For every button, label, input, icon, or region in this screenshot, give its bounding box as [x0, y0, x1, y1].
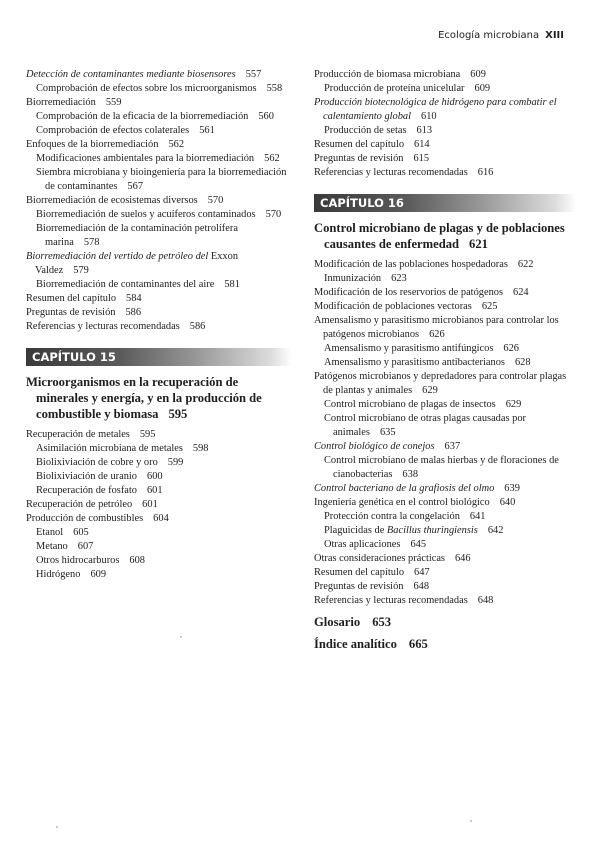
toc-entry-page: 641 — [469, 511, 486, 522]
toc-entry — [324, 510, 576, 524]
toc-entry-title: Metano — [36, 541, 68, 552]
toc-entry — [324, 398, 576, 412]
toc-entry-page: 595 — [139, 429, 156, 440]
toc-entry-title: Recuperación de metales — [26, 429, 130, 440]
toc-list-left — [26, 68, 292, 334]
toc-entry — [26, 306, 292, 320]
toc-list-chapter-15 — [26, 428, 292, 582]
toc-entry-title: Ingeniería genética en el control biológico — [314, 497, 490, 508]
toc-entry-page: 562 — [168, 139, 185, 150]
toc-entry-title: Resumen del capítulo — [314, 139, 405, 150]
toc-end-entry — [314, 614, 576, 630]
page-number: XIII — [545, 30, 564, 41]
toc-list-chapter-16 — [314, 258, 576, 608]
toc-entry-page: 560 — [258, 111, 274, 122]
toc-entry-page: 626 — [429, 329, 445, 340]
toc-entry-page: 601 — [146, 485, 163, 496]
toc-entry-page: 613 — [416, 125, 433, 136]
toc-entry-page: 642 — [487, 525, 504, 536]
toc-entry — [36, 554, 292, 568]
toc-entry — [26, 138, 292, 152]
toc-entry — [26, 250, 292, 278]
toc-entry — [36, 568, 292, 582]
toc-entry-title: Producción de proteína unicelular — [324, 83, 465, 94]
toc-entry-title: Preguntas de revisión — [314, 581, 404, 592]
toc-entry-page: 625 — [481, 301, 498, 312]
toc-entry-page: 647 — [414, 567, 430, 578]
toc-entry-title: Hidrógeno — [36, 569, 81, 580]
toc-entry — [26, 96, 292, 110]
toc-entry-page: 648 — [413, 581, 430, 592]
toc-entry — [36, 442, 292, 456]
toc-entry-page: 559 — [105, 97, 122, 108]
toc-entry-title: Biorremediación de contaminantes del aire — [36, 279, 215, 290]
toc-entry — [314, 258, 576, 272]
toc-entry — [314, 552, 576, 566]
toc-entry-title: Biorremediación de la contaminación petrolífera marina — [36, 223, 238, 248]
toc-entry-page: 601 — [142, 499, 158, 510]
toc-entry-page: 638 — [402, 469, 419, 480]
toc-entry-page: 578 — [83, 237, 100, 248]
toc-entry-page: 615 — [413, 153, 430, 164]
toc-entry — [36, 152, 292, 166]
toc-entry-title: Referencias y lecturas recomendadas — [26, 321, 180, 332]
toc-entry — [36, 166, 292, 194]
chapter-16-title-text: Control microbiano de plagas y de poblaciones causantes de enfermedad — [314, 221, 565, 251]
toc-end-entry — [314, 636, 576, 652]
toc-entry — [26, 68, 292, 82]
toc-entry-page: 562 — [264, 153, 280, 164]
chapter-16-title — [314, 220, 576, 252]
toc-entry — [324, 412, 576, 440]
toc-entry-page: 584 — [126, 293, 142, 304]
toc-entry — [324, 524, 576, 538]
toc-entry — [26, 292, 292, 306]
toc-entry — [36, 124, 292, 138]
toc-entry-title: Comprobación de efectos colaterales — [36, 125, 190, 136]
toc-entry-page: 570 — [207, 195, 224, 206]
toc-entry-title: Amensalismo y parasitismo microbianos para controlar los patógenos microbianos — [314, 315, 559, 340]
toc-entry-title: Resumen del capítulo — [26, 293, 117, 304]
toc-entry-title: Preguntas de revisión — [26, 307, 116, 318]
toc-entry-title: Detección de contaminantes mediante biosensores — [26, 69, 236, 80]
toc-entry-title: Biolixiviación de uranio — [36, 471, 137, 482]
toc-entry — [36, 484, 292, 498]
chapter-15-title-page: 595 — [168, 407, 188, 421]
toc-entry — [324, 124, 576, 138]
toc-entry-page: 610 — [421, 111, 437, 122]
header-title: Ecología microbiana — [438, 30, 540, 41]
toc-entry-title: Biorremediación del vertido de petróleo del — [26, 251, 209, 262]
toc-entry — [324, 454, 576, 482]
toc-entry-page: 624 — [513, 287, 529, 298]
toc-entry-page: 567 — [127, 181, 144, 192]
toc-entry-page: 635 — [379, 427, 396, 438]
toc-entry — [314, 166, 576, 180]
toc-list-end — [314, 614, 576, 652]
toc-entry — [314, 594, 576, 608]
toc-entry — [314, 96, 576, 124]
toc-entry-page: 570 — [265, 209, 282, 220]
toc-entry-title: Comprobación de efectos sobre los microorganismos — [36, 83, 257, 94]
toc-entry-title: Preguntas de revisión — [314, 153, 404, 164]
toc-entry-page: 581 — [224, 279, 240, 290]
toc-entry — [36, 470, 292, 484]
toc-entry — [36, 208, 292, 222]
toc-entry-page: 629 — [505, 399, 522, 410]
toc-entry-page: 622 — [517, 259, 534, 270]
toc-entry-page: 598 — [192, 443, 209, 454]
toc-entry-title: Producción de combustibles — [26, 513, 144, 524]
toc-entry — [314, 68, 576, 82]
toc-entry-page: 608 — [129, 555, 145, 566]
toc-entry-title: Amensalismo y parasitismo antifúngicos — [324, 343, 494, 354]
toc-entry — [324, 82, 576, 96]
toc-entry — [314, 138, 576, 152]
toc-entry-title: Asimilación microbiana de metales — [36, 443, 183, 454]
toc-entry-page: 637 — [444, 441, 461, 452]
scan-speck — [56, 826, 58, 828]
toc-entry — [314, 482, 576, 496]
toc-entry-page: 614 — [414, 139, 430, 150]
toc-entry-title: Comprobación de la eficacia de la biorremediación — [36, 111, 249, 122]
toc-entry-title: Modificación de los reservorios de patógenos — [314, 287, 503, 298]
toc-entry-title: Control microbiano de plagas de insectos — [324, 399, 496, 410]
toc-entry-page: 586 — [189, 321, 206, 332]
toc-entry — [324, 356, 576, 370]
toc-entry-page: 558 — [266, 83, 283, 94]
toc-entry-page: 623 — [391, 273, 407, 284]
toc-entry-page: 645 — [410, 539, 427, 550]
toc-entry-page: 607 — [77, 541, 94, 552]
toc-entry-title: Biorremediación de suelos y acuíferos contaminados — [36, 209, 256, 220]
toc-entry-page: 646 — [454, 553, 471, 564]
toc-end-entry-title: Índice analítico — [314, 637, 397, 651]
toc-entry-page: 586 — [125, 307, 142, 318]
toc-entry-page: 600 — [147, 471, 163, 482]
toc-entry-page: 609 — [90, 569, 107, 580]
toc-entry-title: Referencias y lecturas recomendadas — [314, 167, 468, 178]
toc-entry-title: Producción de biomasa microbiana — [314, 69, 461, 80]
toc-entry-page: 626 — [503, 343, 519, 354]
toc-entry — [36, 110, 292, 124]
toc-entry-title: Recuperación de petróleo — [26, 499, 133, 510]
toc-entry — [36, 222, 292, 250]
toc-entry-page: 640 — [499, 497, 516, 508]
toc-entry — [324, 538, 576, 552]
toc-entry — [26, 194, 292, 208]
toc-entry — [36, 82, 292, 96]
scan-speck — [180, 636, 182, 638]
toc-entry-title: Control bacteriano de la grafiosis del olmo — [314, 483, 495, 494]
toc-entry — [314, 286, 576, 300]
toc-entry — [314, 370, 576, 398]
toc-entry — [314, 314, 576, 342]
toc-entry — [36, 456, 292, 470]
toc-entry-title: Patógenos microbianos y depredadores para controlar plagas de plantas y animales — [314, 371, 567, 396]
toc-entry-page: 579 — [73, 265, 89, 276]
left-column — [26, 68, 292, 582]
toc-entry — [324, 342, 576, 356]
toc-end-entry-page: 665 — [408, 637, 428, 651]
toc-entry-title: Protección contra la congelación — [324, 511, 460, 522]
toc-entry — [314, 496, 576, 510]
toc-entry-title: Resumen del capítulo — [314, 567, 405, 578]
toc-entry-title: Referencias y lecturas recomendadas — [314, 595, 468, 606]
toc-list-right — [314, 68, 576, 180]
toc-entry — [26, 512, 292, 526]
toc-entry — [314, 566, 576, 580]
toc-entry — [314, 580, 576, 594]
toc-entry-title: Control microbiano de malas hierbas y de floraciones de cianobacterias — [324, 455, 559, 480]
toc-entry — [324, 272, 576, 286]
toc-end-entry-page: 653 — [372, 615, 392, 629]
toc-entry-page: 639 — [504, 483, 520, 494]
toc-entry — [36, 540, 292, 554]
toc-end-entry-title: Glosario — [314, 615, 361, 629]
toc-entry-page: 605 — [73, 527, 89, 538]
toc-entry-title: Otros hidrocarburos — [36, 555, 120, 566]
toc-entry-title: Enfoques de la biorremediación — [26, 139, 159, 150]
toc-entry-page: 609 — [470, 69, 486, 80]
toc-entry-title: Modificación de las poblaciones hospedadoras — [314, 259, 508, 270]
chapter-15-title-text: Microorganismos en la recuperación de minerales y energía, y en la producción de combustible y biomasa — [26, 375, 262, 421]
toc-entry-title: Inmunización — [324, 273, 382, 284]
toc-entry-page: 648 — [477, 595, 494, 606]
toc-entry-title: Control microbiano de otras plagas causadas por animales — [324, 413, 526, 438]
toc-entry — [314, 440, 576, 454]
chapter-15-title — [26, 374, 292, 422]
toc-entry-title: Otras aplicaciones — [324, 539, 401, 550]
chapter-16-title-page: 621 — [469, 237, 488, 251]
toc-entry — [36, 278, 292, 292]
toc-entry-title: Modificaciones ambientales para la biorremediación — [36, 153, 255, 164]
toc-entry-title: Plaguicidas de — [324, 525, 385, 536]
toc-entry-page: 557 — [245, 69, 262, 80]
chapter-15-banner: CAPÍTULO 15 — [26, 348, 292, 366]
toc-entry-title: Biorremediación de ecosistemas diversos — [26, 195, 198, 206]
toc-entry — [26, 498, 292, 512]
toc-entry-title: Producción biotecnológica de hidrógeno para combatir el calentamiento global — [314, 97, 557, 122]
toc-entry-title: Etanol — [36, 527, 64, 538]
toc-entry-title: Biorremediación — [26, 97, 96, 108]
toc-entry-title: Otras consideraciones prácticas — [314, 553, 445, 564]
toc-entry-page: 561 — [199, 125, 215, 136]
toc-entry — [26, 320, 292, 334]
toc-entry-page: 599 — [167, 457, 184, 468]
toc-entry-title: Modificación de poblaciones vectoras — [314, 301, 472, 312]
toc-entry-page: 604 — [153, 513, 169, 524]
toc-entry — [26, 428, 292, 442]
right-column — [314, 68, 576, 652]
toc-entry — [314, 300, 576, 314]
toc-entry-title-suffix: Bacillus thuringiensis — [386, 525, 478, 536]
toc-entry-title: Siembra microbiana y bioingeniería para la biorremediación de contaminantes — [36, 167, 287, 192]
toc-entry-title: Control biológico de conejos — [314, 441, 435, 452]
chapter-16-banner: CAPÍTULO 16 — [314, 194, 576, 212]
scan-speck — [470, 820, 472, 822]
toc-entry-page: 609 — [474, 83, 491, 94]
toc-entry-page: 629 — [422, 385, 438, 396]
toc-entry-page: 628 — [514, 357, 531, 368]
toc-entry-title: Amensalismo y parasitismo antibacterianos — [324, 357, 505, 368]
toc-entry-title: Producción de setas — [324, 125, 407, 136]
running-header — [438, 30, 564, 41]
toc-entry-title: Recuperación de fosfato — [36, 485, 137, 496]
toc-entry-title: Biolixiviación de cobre y oro — [36, 457, 158, 468]
toc-entry — [314, 152, 576, 166]
toc-entry — [36, 526, 292, 540]
toc-entry-page: 616 — [477, 167, 494, 178]
toc-entry-title-suffix: Exxon Valdez — [35, 251, 239, 276]
